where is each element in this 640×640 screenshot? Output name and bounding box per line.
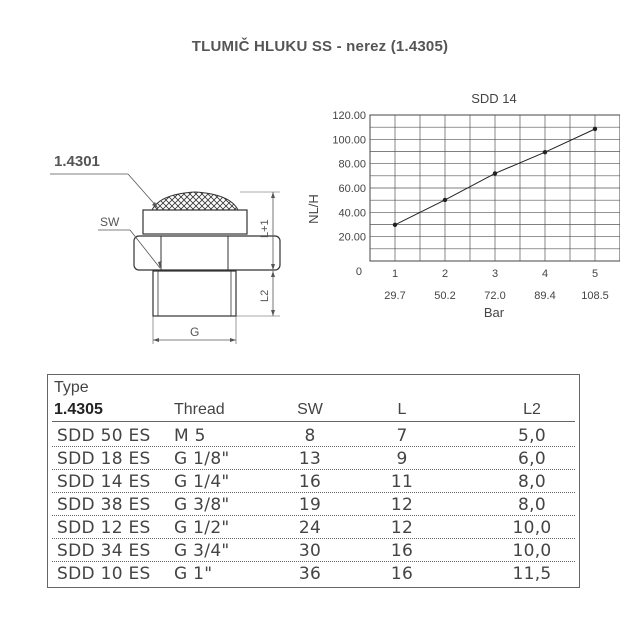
l-cell: 11 (390, 472, 414, 492)
x-tick-label: 2 (441, 268, 449, 280)
l2-cell: 10,0 (512, 518, 552, 538)
x-sublabel: 72.0 (484, 290, 506, 302)
chart-xlabel: Bar (483, 305, 505, 320)
table-row (52, 492, 575, 516)
y-tick-label: 100.00 (332, 134, 366, 147)
sw-cell: 36 (298, 564, 322, 584)
x-tick-label: 1 (391, 268, 399, 280)
l-label: L+1 (259, 219, 271, 238)
sw-label: SW (100, 215, 120, 229)
spec-table (47, 374, 580, 588)
table-row (52, 515, 575, 539)
y-tick-label: 40.00 (338, 207, 366, 220)
header-material: 1.4305 (54, 401, 103, 418)
l2-cell: 10,0 (512, 541, 552, 561)
table-row (52, 423, 575, 447)
type-cell: SDD 12 ES (57, 518, 151, 538)
data-point (543, 150, 547, 154)
type-cell: SDD 38 ES (57, 495, 151, 515)
l-cell: 9 (396, 449, 408, 469)
thread-cell: G 1/8" (174, 449, 230, 469)
x-sublabel: 89.4 (534, 290, 556, 302)
thread-cell: M 5 (174, 426, 206, 446)
x-sublabel: 108.5 (581, 290, 609, 302)
hex-nut (134, 236, 280, 270)
x-tick-label: 4 (541, 268, 549, 280)
l2-cell: 6,0 (518, 449, 546, 469)
sw-cell: 19 (298, 495, 322, 515)
chart-ylabel: NL/H (306, 194, 321, 224)
l2-cell: 11,5 (512, 564, 552, 584)
thread-cell: G 1" (174, 564, 213, 584)
l2-cell: 5,0 (518, 426, 546, 446)
header-divider (52, 421, 575, 422)
page-title: TLUMIČ HLUKU SS - nerez (1.4305) (191, 38, 449, 55)
l-cell: 16 (390, 564, 414, 584)
thread-cell: G 3/8" (174, 495, 230, 515)
y-tick-label: 60.00 (338, 183, 366, 195)
table-row (52, 469, 575, 493)
y-tick-label: 20.00 (338, 231, 366, 244)
cap-ring (143, 210, 247, 234)
material-label: 1.4301 (54, 153, 100, 170)
table-row (52, 561, 575, 584)
x-sublabel: 29.7 (384, 290, 406, 302)
l2-cell: 8,0 (518, 472, 546, 492)
data-point (493, 171, 497, 175)
sw-cell: 13 (298, 449, 322, 469)
thread-body (153, 271, 236, 316)
type-cell: SDD 34 ES (57, 541, 151, 561)
type-cell: SDD 18 ES (57, 449, 151, 469)
silencer-drawing (40, 140, 300, 350)
type-label: Type (54, 379, 89, 396)
thread-cell: G 3/4" (174, 541, 230, 561)
g-label: G (190, 325, 200, 339)
header-thread: Thread (174, 401, 225, 418)
l2-cell: 8,0 (518, 495, 546, 515)
l2-label: L2 (259, 289, 271, 302)
data-point (393, 223, 397, 227)
table-row (52, 538, 575, 562)
type-cell: SDD 14 ES (57, 472, 151, 492)
y-tick-label: 80.00 (338, 158, 366, 171)
l-cell: 12 (390, 495, 414, 515)
origin-label: 0 (355, 266, 362, 278)
sw-cell: 16 (298, 472, 322, 492)
header-l: L (397, 401, 407, 418)
header-sw: SW (297, 401, 323, 418)
data-point (443, 198, 447, 202)
flow-chart (300, 85, 620, 325)
type-cell: SDD 10 ES (57, 564, 151, 584)
table-row (52, 446, 575, 470)
type-cell: SDD 50 ES (57, 426, 151, 446)
sw-cell: 8 (304, 426, 316, 446)
chart-title: SDD 14 (471, 91, 517, 106)
sw-cell: 24 (298, 518, 322, 538)
x-tick-label: 5 (591, 268, 599, 280)
mesh-dome (152, 192, 238, 210)
l-cell: 12 (390, 518, 414, 538)
header-l2: L2 (523, 401, 541, 418)
x-tick-label: 3 (491, 268, 499, 280)
l-cell: 7 (396, 426, 408, 446)
data-point (593, 127, 597, 131)
x-sublabel: 50.2 (434, 290, 456, 302)
sw-cell: 30 (298, 541, 322, 561)
thread-cell: G 1/4" (174, 472, 230, 492)
y-tick-label: 120.00 (332, 110, 366, 122)
l-cell: 16 (390, 541, 414, 561)
thread-cell: G 1/2" (174, 518, 230, 538)
